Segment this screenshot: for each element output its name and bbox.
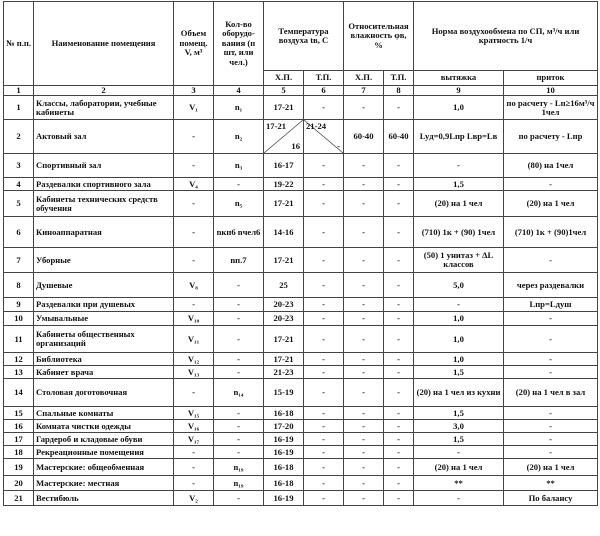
room-volume: V₄ bbox=[174, 178, 214, 191]
temp-tp: - bbox=[304, 446, 344, 459]
temp-tp: - bbox=[304, 273, 344, 298]
temp-tp: - bbox=[304, 353, 344, 366]
hum-xp: - bbox=[344, 178, 384, 191]
column-number: 6 bbox=[304, 86, 344, 96]
hum-tp: - bbox=[384, 433, 414, 446]
room-equipment: - bbox=[214, 353, 264, 366]
exhaust-norm: 1,0 bbox=[414, 326, 504, 353]
room-name: Душевые bbox=[34, 273, 174, 298]
temp-xp: 15-19 bbox=[264, 379, 304, 407]
hum-xp: - bbox=[344, 191, 384, 217]
room-name: Спальные комнаты bbox=[34, 407, 174, 420]
hum-tp: - bbox=[384, 273, 414, 298]
header-equipment: Кол-во оборудо-вания (п шт, или чел.) bbox=[214, 2, 264, 86]
room-volume: - bbox=[174, 476, 214, 491]
room-volume: V₁₇ bbox=[174, 433, 214, 446]
column-number: 4 bbox=[214, 86, 264, 96]
header-temperature: Температура воздуха tв, С bbox=[264, 2, 344, 71]
supply-norm: - bbox=[504, 433, 598, 446]
column-number: 5 bbox=[264, 86, 304, 96]
hum-xp: - bbox=[344, 326, 384, 353]
temp-tp: - bbox=[304, 298, 344, 312]
hum-tp: - bbox=[384, 491, 414, 506]
air-exchange-table bbox=[3, 1, 598, 506]
hum-xp: - bbox=[344, 366, 384, 379]
row-no: 13 bbox=[4, 366, 34, 379]
row-no: 2 bbox=[4, 120, 34, 154]
temp-xp: 17-20 bbox=[264, 420, 304, 433]
exhaust-norm: 1,5 bbox=[414, 407, 504, 420]
room-equipment: - bbox=[214, 298, 264, 312]
row-no: 20 bbox=[4, 476, 34, 491]
exhaust-norm: 1,5 bbox=[414, 366, 504, 379]
room-volume: V₁₂ bbox=[174, 353, 214, 366]
table-row bbox=[4, 366, 598, 379]
room-volume: - bbox=[174, 298, 214, 312]
row-no: 7 bbox=[4, 248, 34, 273]
hum-xp: - bbox=[344, 379, 384, 407]
hum-tp: - bbox=[384, 178, 414, 191]
table-row bbox=[4, 459, 598, 476]
temp-xp: 16-19 bbox=[264, 491, 304, 506]
temp-tp: - bbox=[304, 312, 344, 326]
table-row bbox=[4, 217, 598, 248]
room-volume: - bbox=[174, 446, 214, 459]
temp-tp: - bbox=[304, 379, 344, 407]
hum-xp: - bbox=[344, 459, 384, 476]
room-equipment: - bbox=[214, 446, 264, 459]
temp-tp: - bbox=[304, 476, 344, 491]
hum-xp: - bbox=[344, 446, 384, 459]
room-name: Рекреационные помещения bbox=[34, 446, 174, 459]
temp-xp: 17-21 bbox=[264, 248, 304, 273]
subheader-hum-xp: Х.П. bbox=[344, 71, 384, 86]
supply-norm: - bbox=[504, 353, 598, 366]
hum-tp: - bbox=[384, 446, 414, 459]
table-row bbox=[4, 420, 598, 433]
subheader-hum-tp: Т.П. bbox=[384, 71, 414, 86]
room-name: Спортивный зал bbox=[34, 154, 174, 178]
exhaust-norm: 1,0 bbox=[414, 353, 504, 366]
room-equipment: - bbox=[214, 273, 264, 298]
temp-tp: - bbox=[304, 191, 344, 217]
exhaust-norm: (20) на 1 чел bbox=[414, 459, 504, 476]
temp-xp: 17-21 bbox=[264, 326, 304, 353]
room-name: Столовая доготовочная bbox=[34, 379, 174, 407]
hum-xp: - bbox=[344, 96, 384, 120]
temp-tp: - bbox=[304, 407, 344, 420]
hum-xp: - bbox=[344, 312, 384, 326]
exhaust-norm: - bbox=[414, 154, 504, 178]
temp-tp: - bbox=[304, 459, 344, 476]
header-humidity: Относительная влажность φв, % bbox=[344, 2, 414, 71]
temp-xp-bottom: 16 bbox=[291, 141, 300, 151]
hum-tp: - bbox=[384, 191, 414, 217]
temp-tp: - bbox=[304, 420, 344, 433]
temp-xp-top: 17-21 bbox=[266, 121, 287, 132]
exhaust-norm: (20) на 1 чел bbox=[414, 191, 504, 217]
supply-norm: по расчету - Lпр bbox=[504, 120, 598, 154]
row-no: 15 bbox=[4, 407, 34, 420]
room-name: Кабинеты технических средств обучения bbox=[34, 191, 174, 217]
supply-norm: ** bbox=[504, 476, 598, 491]
supply-norm: - bbox=[504, 420, 598, 433]
hum-tp: - bbox=[384, 407, 414, 420]
room-volume: V₁ bbox=[174, 96, 214, 120]
hum-tp: - bbox=[384, 248, 414, 273]
supply-norm: - bbox=[504, 326, 598, 353]
temp-tp: - bbox=[304, 366, 344, 379]
room-volume: - bbox=[174, 154, 214, 178]
room-equipment: - bbox=[214, 312, 264, 326]
room-volume: - bbox=[174, 191, 214, 217]
row-no: 10 bbox=[4, 312, 34, 326]
supply-norm: через раздевалки bbox=[504, 273, 598, 298]
column-number: 2 bbox=[34, 86, 174, 96]
subheader-temp-tp: Т.П. bbox=[304, 71, 344, 86]
room-volume: - bbox=[174, 459, 214, 476]
header-name: Наименование помещения bbox=[34, 2, 174, 86]
room-equipment: - bbox=[214, 420, 264, 433]
temp-tp-bottom: - bbox=[337, 141, 340, 151]
hum-tp: - bbox=[384, 366, 414, 379]
subheader-exhaust: вытяжка bbox=[414, 71, 504, 86]
exhaust-norm: - bbox=[414, 491, 504, 506]
temp-xp: 17-21 bbox=[264, 96, 304, 120]
table-row bbox=[4, 191, 598, 217]
row-no: 4 bbox=[4, 178, 34, 191]
table-row bbox=[4, 446, 598, 459]
exhaust-norm: 1,0 bbox=[414, 312, 504, 326]
temp-xp: 17-21 bbox=[264, 353, 304, 366]
room-name: Киноаппаратная bbox=[34, 217, 174, 248]
supply-norm: (710) 1к + (90)1чел bbox=[504, 217, 598, 248]
table-row bbox=[4, 379, 598, 407]
header-volume: Объем помещ. V, м³ bbox=[174, 2, 214, 86]
column-number: 10 bbox=[504, 86, 598, 96]
room-name: Комната чистки одежды bbox=[34, 420, 174, 433]
table-row bbox=[4, 407, 598, 420]
supply-norm: По балансу bbox=[504, 491, 598, 506]
room-equipment: - bbox=[214, 178, 264, 191]
room-volume: V₁₅ bbox=[174, 407, 214, 420]
room-name: Уборные bbox=[34, 248, 174, 273]
column-number: 3 bbox=[174, 86, 214, 96]
hum-tp: - bbox=[384, 96, 414, 120]
temp-xp-split-cell bbox=[264, 120, 304, 154]
exhaust-norm: - bbox=[414, 446, 504, 459]
table-row bbox=[4, 433, 598, 446]
temp-xp: 16-18 bbox=[264, 407, 304, 420]
table-row bbox=[4, 273, 598, 298]
row-no: 6 bbox=[4, 217, 34, 248]
room-volume: V₈ bbox=[174, 273, 214, 298]
supply-norm: (80) на 1чел bbox=[504, 154, 598, 178]
room-equipment: n₁₉ bbox=[214, 459, 264, 476]
exhaust-norm: 1,0 bbox=[414, 96, 504, 120]
hum-tp: - bbox=[384, 298, 414, 312]
row-no: 3 bbox=[4, 154, 34, 178]
room-equipment: nп.7 bbox=[214, 248, 264, 273]
row-no: 9 bbox=[4, 298, 34, 312]
temp-xp: 16-18 bbox=[264, 476, 304, 491]
supply-norm: - bbox=[504, 178, 598, 191]
hum-xp: - bbox=[344, 273, 384, 298]
header-air-exchange: Норма воздухообмена по СП, м³/ч или кратность 1/ч bbox=[414, 2, 598, 71]
temp-xp: 16-18 bbox=[264, 459, 304, 476]
hum-tp: - bbox=[384, 154, 414, 178]
exhaust-norm: 3,0 bbox=[414, 420, 504, 433]
row-no: 18 bbox=[4, 446, 34, 459]
exhaust-norm: (710) 1к + (90) 1чел bbox=[414, 217, 504, 248]
temp-tp: - bbox=[304, 154, 344, 178]
supply-norm: - bbox=[504, 312, 598, 326]
table-row bbox=[4, 326, 598, 353]
hum-xp: - bbox=[344, 407, 384, 420]
exhaust-norm: 1,5 bbox=[414, 433, 504, 446]
hum-xp: - bbox=[344, 353, 384, 366]
table-row bbox=[4, 353, 598, 366]
hum-xp: - bbox=[344, 248, 384, 273]
temp-tp: - bbox=[304, 491, 344, 506]
room-volume: - bbox=[174, 379, 214, 407]
column-number: 9 bbox=[414, 86, 504, 96]
room-equipment: nкп6 nчел6 bbox=[214, 217, 264, 248]
room-name: Раздевалки спортивного зала bbox=[34, 178, 174, 191]
exhaust-norm: 1,5 bbox=[414, 178, 504, 191]
table-row bbox=[4, 476, 598, 491]
header-no: № п.п. bbox=[4, 2, 34, 86]
supply-norm: Lпр=Lдуш bbox=[504, 298, 598, 312]
exhaust-norm: (20) на 1 чел из кухни bbox=[414, 379, 504, 407]
room-volume: - bbox=[174, 217, 214, 248]
exhaust-norm: 5,0 bbox=[414, 273, 504, 298]
temp-xp: 14-16 bbox=[264, 217, 304, 248]
temp-xp: 21-23 bbox=[264, 366, 304, 379]
table-row bbox=[4, 178, 598, 191]
hum-tp: - bbox=[384, 379, 414, 407]
room-equipment: n₁₉ bbox=[214, 476, 264, 491]
temp-tp: - bbox=[304, 326, 344, 353]
room-name: Вестибюль bbox=[34, 491, 174, 506]
temp-xp: 16-17 bbox=[264, 154, 304, 178]
table-row bbox=[4, 154, 598, 178]
temp-xp: 19-22 bbox=[264, 178, 304, 191]
hum-xp: - bbox=[344, 491, 384, 506]
table-row bbox=[4, 491, 598, 506]
room-name: Гардероб и кладовые обуви bbox=[34, 433, 174, 446]
hum-xp: - bbox=[344, 433, 384, 446]
room-volume: V₁₁ bbox=[174, 326, 214, 353]
column-number: 1 bbox=[4, 86, 34, 96]
exhaust-norm: - bbox=[414, 298, 504, 312]
room-name: Раздевалки при душевых bbox=[34, 298, 174, 312]
row-no: 19 bbox=[4, 459, 34, 476]
hum-xp: - bbox=[344, 154, 384, 178]
room-volume: V₁₆ bbox=[174, 420, 214, 433]
row-no: 21 bbox=[4, 491, 34, 506]
temp-tp: - bbox=[304, 217, 344, 248]
room-name: Умывальные bbox=[34, 312, 174, 326]
row-no: 5 bbox=[4, 191, 34, 217]
hum-xp: 60-40 bbox=[344, 120, 384, 154]
header-row bbox=[4, 2, 598, 71]
temp-xp: 20-23 bbox=[264, 298, 304, 312]
room-name: Библиотека bbox=[34, 353, 174, 366]
room-volume: V₁₃ bbox=[174, 366, 214, 379]
temp-xp: 16-19 bbox=[264, 433, 304, 446]
table-row bbox=[4, 312, 598, 326]
temp-tp: - bbox=[304, 96, 344, 120]
room-equipment: n₂ bbox=[214, 120, 264, 154]
supply-norm: - bbox=[504, 248, 598, 273]
table-row bbox=[4, 248, 598, 273]
temp-xp: 25 bbox=[264, 273, 304, 298]
row-no: 17 bbox=[4, 433, 34, 446]
temp-tp: - bbox=[304, 433, 344, 446]
exhaust-norm: Lyд=0,9Lпр Lвр=Lв bbox=[414, 120, 504, 154]
exhaust-norm: ** bbox=[414, 476, 504, 491]
table-row bbox=[4, 96, 598, 120]
room-name: Мастерские: общеобменная bbox=[34, 459, 174, 476]
row-no: 8 bbox=[4, 273, 34, 298]
supply-norm: (20) на 1 чел в зал bbox=[504, 379, 598, 407]
temp-tp: - bbox=[304, 178, 344, 191]
subheader-temp-xp: Х.П. bbox=[264, 71, 304, 86]
exhaust-norm: (50) 1 унитаз + ΔL классов bbox=[414, 248, 504, 273]
table-row bbox=[4, 120, 598, 154]
row-no: 12 bbox=[4, 353, 34, 366]
hum-xp: - bbox=[344, 298, 384, 312]
table-row bbox=[4, 298, 598, 312]
row-no: 16 bbox=[4, 420, 34, 433]
subheader-supply: приток bbox=[504, 71, 598, 86]
room-equipment: - bbox=[214, 366, 264, 379]
room-equipment: n₁ bbox=[214, 96, 264, 120]
room-volume: V₂ bbox=[174, 491, 214, 506]
hum-xp: - bbox=[344, 420, 384, 433]
hum-tp: - bbox=[384, 353, 414, 366]
row-no: 14 bbox=[4, 379, 34, 407]
room-equipment: n₃ bbox=[214, 154, 264, 178]
column-number-row bbox=[4, 86, 598, 96]
hum-xp: - bbox=[344, 476, 384, 491]
room-volume: V₁₀ bbox=[174, 312, 214, 326]
temp-xp: 16-19 bbox=[264, 446, 304, 459]
room-name: Кабинеты общественных организаций bbox=[34, 326, 174, 353]
room-equipment: - bbox=[214, 433, 264, 446]
room-name: Кабинет врача bbox=[34, 366, 174, 379]
room-equipment: - bbox=[214, 326, 264, 353]
room-equipment: - bbox=[214, 491, 264, 506]
room-equipment: - bbox=[214, 407, 264, 420]
hum-tp: - bbox=[384, 476, 414, 491]
temp-tp: - bbox=[304, 248, 344, 273]
hum-tp: - bbox=[384, 326, 414, 353]
hum-tp: - bbox=[384, 217, 414, 248]
supply-norm: (20) на 1 чел bbox=[504, 459, 598, 476]
column-number: 8 bbox=[384, 86, 414, 96]
room-equipment: n₅ bbox=[214, 191, 264, 217]
supply-norm: - bbox=[504, 446, 598, 459]
supply-norm: - bbox=[504, 366, 598, 379]
row-no: 1 bbox=[4, 96, 34, 120]
supply-norm: - bbox=[504, 407, 598, 420]
supply-norm: (20) на 1 чел bbox=[504, 191, 598, 217]
hum-tp: - bbox=[384, 312, 414, 326]
hum-tp: - bbox=[384, 459, 414, 476]
hum-tp: 60-40 bbox=[384, 120, 414, 154]
room-name: Мастерские: местная bbox=[34, 476, 174, 491]
room-name: Актовый зал bbox=[34, 120, 174, 154]
temp-xp: 20-23 bbox=[264, 312, 304, 326]
room-volume: - bbox=[174, 248, 214, 273]
room-equipment: n₁₄ bbox=[214, 379, 264, 407]
temp-tp-top: 21-24 bbox=[306, 121, 327, 132]
row-no: 11 bbox=[4, 326, 34, 353]
temp-xp: 17-21 bbox=[264, 191, 304, 217]
supply-norm: по расчету - Lп≥16м³/ч 1чел bbox=[504, 96, 598, 120]
hum-xp: - bbox=[344, 217, 384, 248]
room-name: Классы, лаборатории, учебные кабинеты bbox=[34, 96, 174, 120]
column-number: 7 bbox=[344, 86, 384, 96]
room-volume: - bbox=[174, 120, 214, 154]
hum-tp: - bbox=[384, 420, 414, 433]
temp-tp-split-cell bbox=[304, 120, 344, 154]
